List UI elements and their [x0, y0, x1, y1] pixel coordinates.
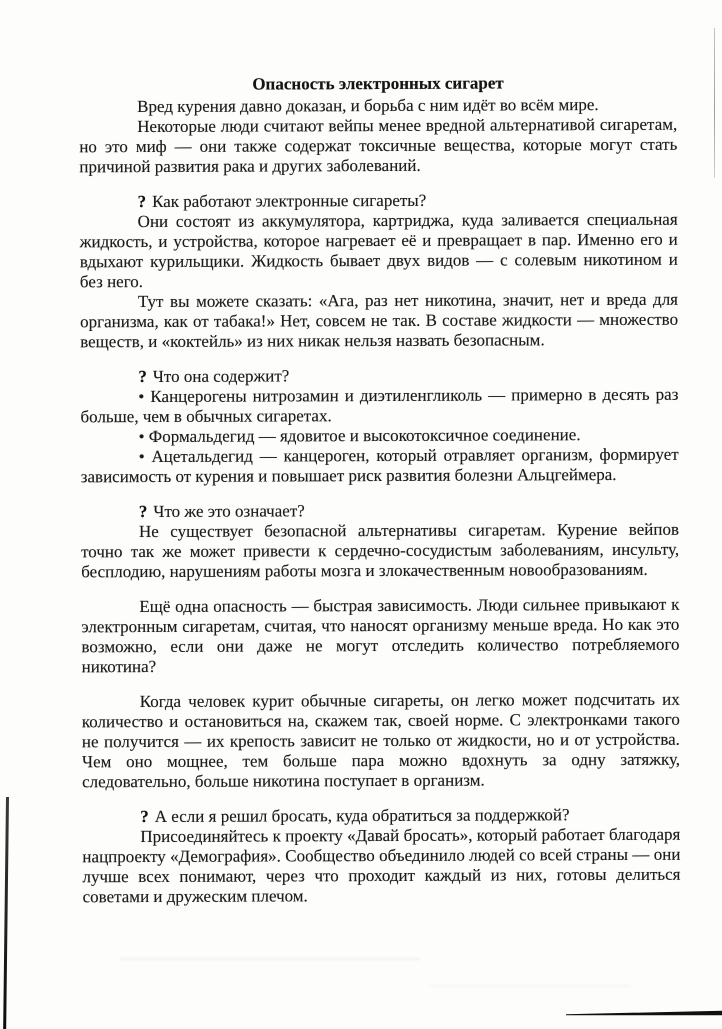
- scan-page-edge-left: [3, 797, 8, 1029]
- paragraph-smoking-harm: Вред курения давно доказан, и борьба с ним идёт во всём мире.: [137, 95, 599, 117]
- paragraph-no-safe-alternative: Не существует безопасной альтернативы сигаретам. Курение вейпов точно так же может привести к сердечно-сосудистым заболеваниям, инсульту, бесплодию, нарушениям работы мозга и злокачественным новообразованиям.: [81, 519, 680, 582]
- question-where-to-get-support: [82, 805, 680, 828]
- paragraph-fast-addiction: Ещё одна опасность — быстрая зависимость. Люди сильнее привыкают к электронным сигаретам, считая, что наносят организму меньше вреда. Но как это возможно, если они даже не могут отследить количество потребляемого никотина?: [81, 594, 680, 677]
- question-text: Что же это означает?: [153, 501, 305, 521]
- document-title: Опасность электронных сигарет: [252, 73, 504, 94]
- scan-page-edge-bottom: [566, 1010, 722, 1016]
- question-mark-icon: ?: [140, 807, 149, 827]
- question-mark-icon: ?: [137, 192, 147, 212]
- question-how-ecigs-work: [80, 190, 678, 213]
- question-mark-icon: ?: [138, 502, 148, 522]
- bullet-formaldehyde: • Формальдегид — ядовитое и высокотоксичное соединение.: [138, 425, 581, 447]
- question-text: Что она содержит?: [152, 366, 290, 386]
- scan-smudge: [430, 985, 630, 987]
- question-text: Как работают электронные сигареты?: [152, 190, 427, 211]
- paragraph-no-nicotine-claim: Тут вы можете сказать: «Ага, раз нет никотина, значит, нет и вреда для организма, как от табака!» Нет, совсем не так. В составе жидкости — множество веществ, и «коктейль» из них никак нельзя назвать безопасным.: [80, 289, 679, 352]
- bullet-carcinogens: • Канцерогены нитрозамин и диэтиленгликоль — примерно в десять раз больше, чем в обычных сигаретах.: [80, 384, 679, 427]
- paragraph-vape-myth: Некоторые люди считают вейпы менее вредной альтернативой сигаретам, но это миф — они также содержат токсичные вещества, которые могут стать причиной развития рака и других заболеваний.: [79, 114, 678, 177]
- scan-page-edge-right: [714, 28, 715, 178]
- paragraph-counting-cigarettes: Когда человек курит обычные сигареты, он легко может подсчитать их количество и остановиться на, скажем так, своей норме. С электронками такого не получится — их крепость зависит не только от жидкости, но и от устройства. Чем оно мощнее, тем больше пара можно вдохнуть за одну затяжку, следовательно, больше никотина поступает в организм.: [81, 689, 681, 792]
- question-what-it-means: [81, 500, 679, 523]
- scan-smudge: [120, 958, 420, 960]
- paragraph-join-project: Присоединяйтесь к проекту «Давай бросать», который работает благодаря нацпроекту «Демография». Сообщество объединило людей со всей страны — они лучше всех понимают, через что проходит каждый из них, готовы делиться советами и дружеским плечом.: [82, 824, 681, 907]
- bullet-acetaldehyde: • Ацетальдегид — канцероген, который отравляет организм, формирует зависимость от курения и повышает риск развития болезни Альцгеймера.: [80, 444, 679, 487]
- question-text: А если я решил бросать, куда обратиться за поддержкой?: [154, 805, 570, 826]
- question-mark-icon: ?: [138, 367, 147, 387]
- document-body: [79, 73, 681, 908]
- paragraph-device-structure: Они состоят из аккумулятора, картриджа, куда заливается специальная жидкость, и устройства, которое нагревает её и превращает в пар. Именно его и вдыхают курильщики. Жидкость бывает двух видов — с солевым никотином и без него.: [79, 209, 678, 292]
- question-what-it-contains: [80, 365, 678, 388]
